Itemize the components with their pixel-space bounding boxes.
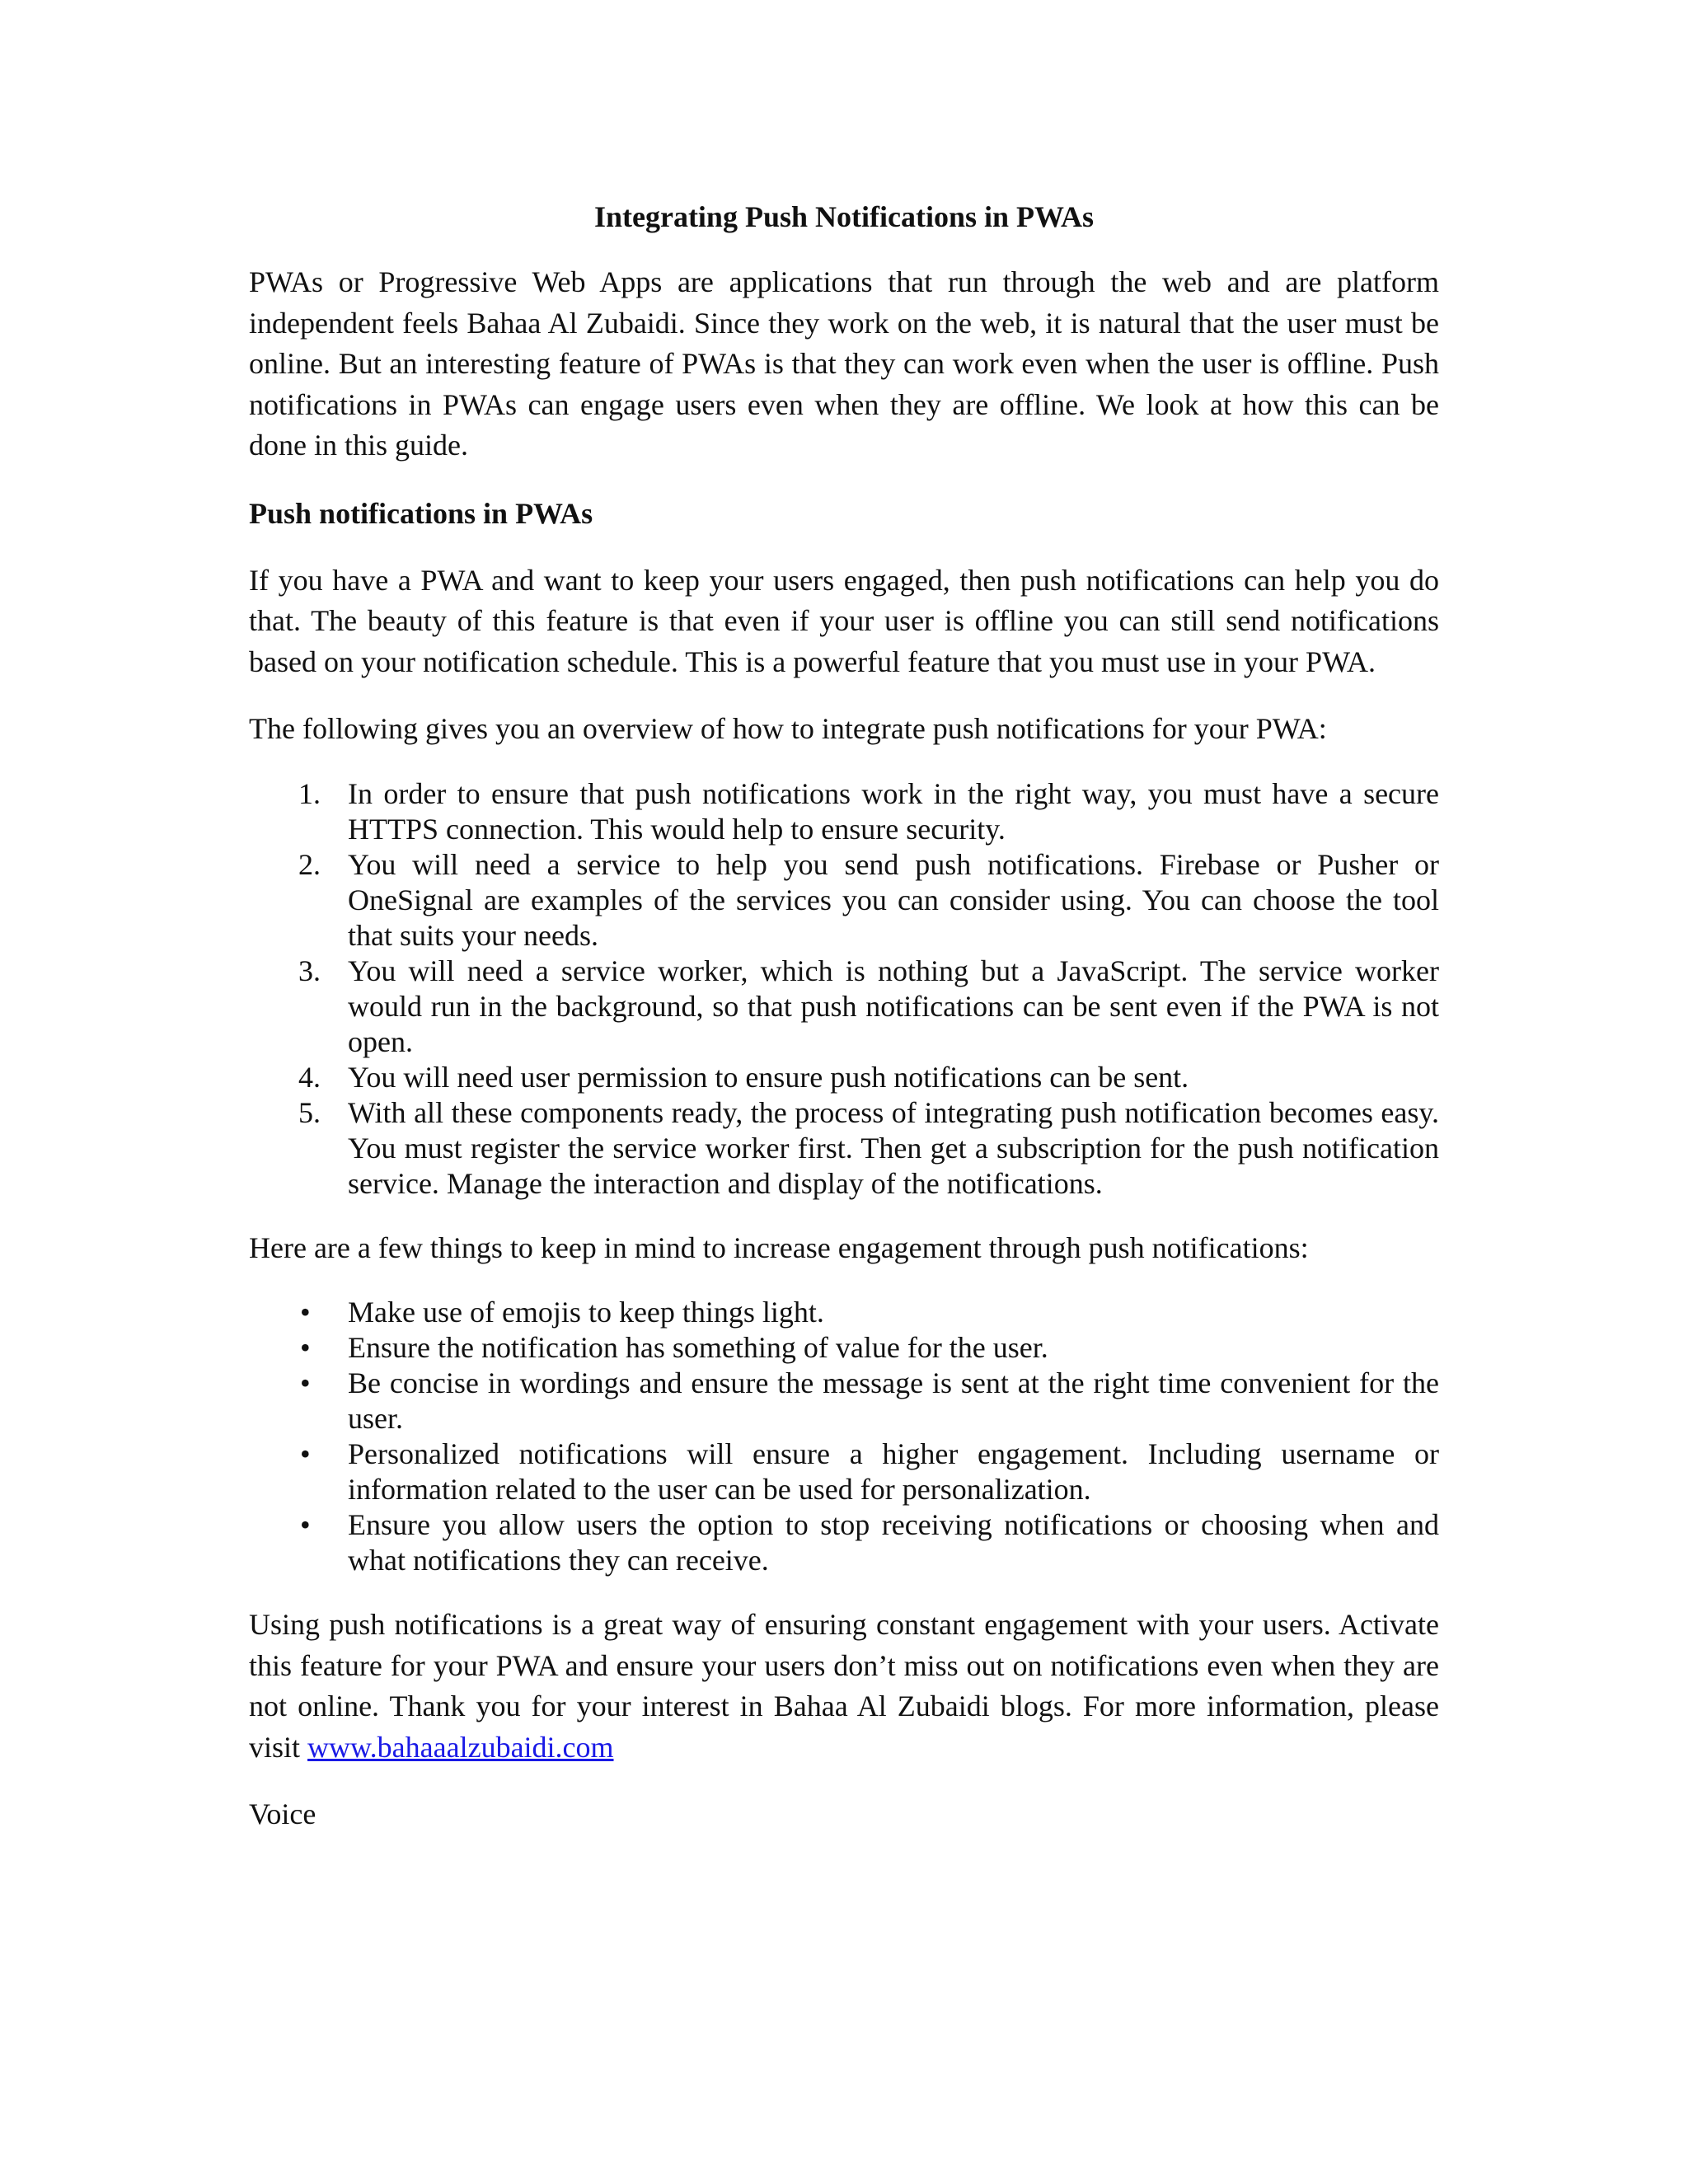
bullet-icon: • — [300, 1437, 311, 1470]
bullet-icon: • — [300, 1366, 311, 1399]
section-paragraph: If you have a PWA and want to keep your users engaged, then push notifications can help you do that. The beauty of this feature is that even if your user is offline you can still send notifications based on your notification schedule. This is a powerful feature that you must use in your PWA. — [249, 563, 1439, 678]
closing-text: Using push notifications is a great way of ensuring constant engagement with your users. Activate this feature for your PWA and ensure your users don’t miss out on notifications even when they are not online. Thank you for your interest in Bahaa Al Zubaidi blogs. For more information, please visit — [249, 1608, 1439, 1764]
bullet-icon: • — [300, 1296, 311, 1329]
tips-intro: Here are a few things to keep in mind to increase engagement through push notifications: — [249, 1230, 1309, 1264]
tips-list — [249, 1295, 1439, 1578]
list-item — [249, 847, 1439, 954]
website-link[interactable]: www.bahaaalzubaidi.com — [307, 1730, 614, 1764]
overview-intro: The following gives you an overview of how to integrate push notifications for your PWA: — [249, 712, 1327, 745]
list-item-text: Be concise in wordings and ensure the message is sent at the right time convenient for the user. — [348, 1366, 1439, 1435]
list-item — [249, 1366, 1439, 1436]
list-item-text: Make use of emojis to keep things light. — [348, 1296, 824, 1329]
list-item-text: Personalized notifications will ensure a higher engagement. Including username or information related to the user can be used for personalization. — [348, 1437, 1439, 1506]
list-item — [249, 1060, 1439, 1095]
list-number: 3. — [298, 954, 321, 987]
list-number: 4. — [298, 1060, 321, 1094]
list-item-text: You will need user permission to ensure push notifications can be sent. — [348, 1060, 1189, 1094]
list-item-text: Ensure the notification has something of value for the user. — [348, 1331, 1048, 1364]
list-item-text: You will need a service worker, which is nothing but a JavaScript. The service worker would run in the background, so that push notifications can be sent even if the PWA is not open. — [348, 954, 1439, 1058]
list-item — [249, 1507, 1439, 1578]
steps-list — [249, 776, 1439, 1202]
list-item — [249, 1295, 1439, 1330]
list-item — [249, 1436, 1439, 1507]
intro-paragraph: PWAs or Progressive Web Apps are applications that run through the web and are platform independent feels Bahaa Al Zubaidi. Since they work on the web, it is natural that the user must be online. But an interesting feature of PWAs is that they can work even when the user is offline. Push notifications in PWAs can engage users even when they are offline. We look at how this can be done in this guide. — [249, 265, 1439, 462]
list-item-text: In order to ensure that push notifications work in the right way, you must have a secure HTTPS connection. This would help to ensure security. — [348, 776, 1439, 846]
document-page — [249, 196, 1439, 1862]
section-heading: Push notifications in PWAs — [249, 496, 593, 530]
list-item-text: You will need a service to help you send push notifications. Firebase or Pusher or OneSignal are examples of the services you can consider using. You can choose the tool that suits your needs. — [348, 847, 1439, 952]
bullet-icon: • — [300, 1508, 311, 1541]
list-item — [249, 776, 1439, 847]
list-number: 2. — [298, 847, 321, 881]
list-item-text: Ensure you allow users the option to stop receiving notifications or choosing when and what notifications they can receive. — [348, 1508, 1439, 1577]
list-number: 5. — [298, 1095, 321, 1129]
document-title: Integrating Push Notifications in PWAs — [593, 200, 1095, 233]
list-item — [249, 954, 1439, 1060]
list-number: 1. — [298, 776, 321, 810]
closing-paragraph — [249, 1605, 1439, 1768]
footer-word: Voice — [249, 1797, 316, 1830]
list-item — [249, 1330, 1439, 1366]
bullet-icon: • — [300, 1331, 311, 1364]
list-item — [249, 1095, 1439, 1202]
list-item-text: With all these components ready, the process of integrating push notification becomes easy. You must register the service worker first. Then get a subscription for the push notification service. Manage the interaction and display of the notifications. — [348, 1095, 1439, 1200]
